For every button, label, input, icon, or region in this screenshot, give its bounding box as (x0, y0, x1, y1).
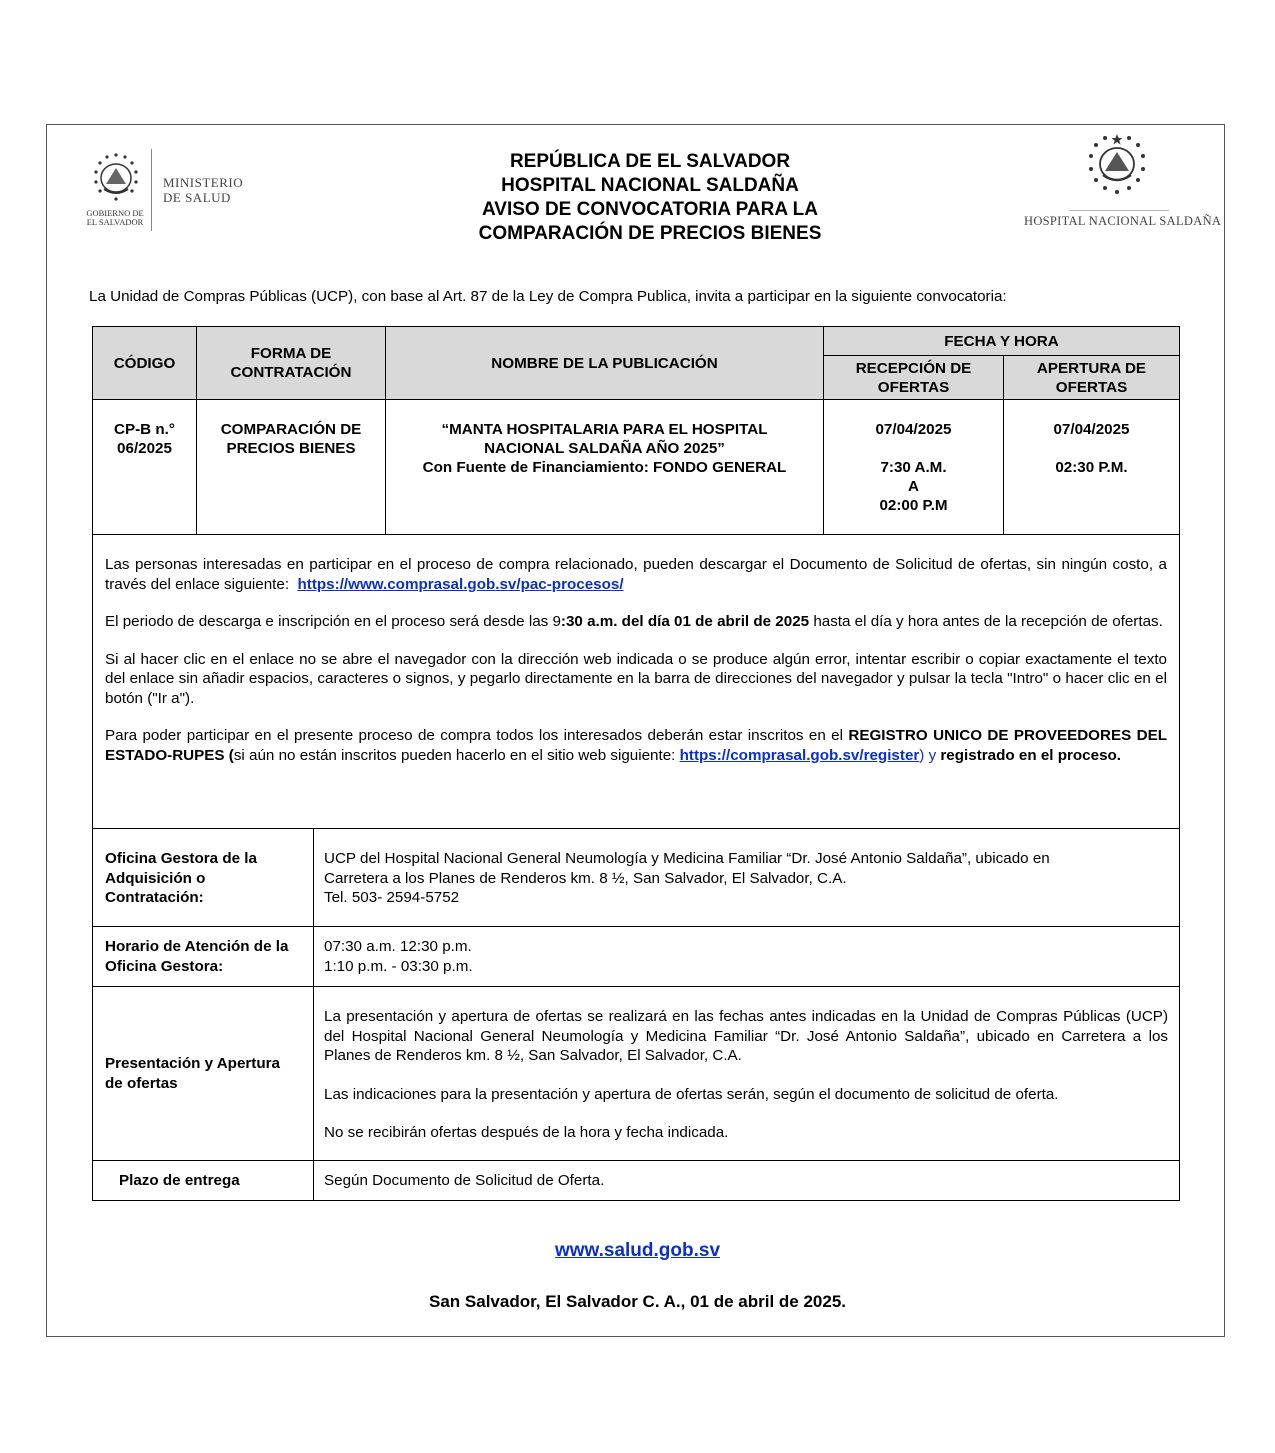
salud-website-link[interactable]: www.salud.gob.sv (554, 1240, 721, 1261)
horario-line1: 07:30 a.m. 12:30 p.m. (324, 938, 472, 955)
info-paragraph-descarga (105, 555, 1167, 594)
detail-row-plazo (93, 1161, 1180, 1201)
coat-of-arms-icon (86, 149, 146, 209)
hospital-coat-of-arms-icon (1082, 132, 1152, 202)
ministerio-label (163, 175, 243, 205)
cell-apertura (1004, 400, 1180, 535)
oficina-label: Oficina Gestora de la Adquisición o Contratación: (93, 829, 314, 927)
cell-codigo (93, 400, 197, 535)
detail-row-oficina (93, 829, 1180, 927)
presentacion-line2: Las indicaciones para la presentación y apertura de ofertas serán, según el documento de solicitud de oferta. (324, 1085, 1059, 1103)
header-recepcion (824, 356, 1004, 400)
rupes-registro: REGISTRO UNICO DE PROVEEDORES DEL ESTADO-RUPES ( (105, 727, 1167, 764)
nombre-line3: Con Fuente de Financiamiento: FONDO GENERAL (422, 459, 787, 476)
apertura-hora: 02:30 P.M. (1055, 459, 1128, 476)
descarga-text: Las personas interesadas en participar en el proceso de compra relacionado, pueden descargar el Documento de Solicitud de ofertas, sin ningún costo, a través del enlace siguiente: (105, 556, 1167, 593)
periodo-text-a: El periodo de descarga e inscripción en el proceso será desde las 9 (105, 613, 561, 630)
convocatoria-table (92, 326, 1180, 535)
hospital-logo-name: HOSPITAL NACIONAL SALDAÑA (1024, 214, 1222, 228)
title-line-2: HOSPITAL NACIONAL SALDAÑA (501, 175, 799, 196)
codigo-line2: 06/2025 (117, 440, 172, 457)
header-forma (197, 327, 386, 400)
header-recepcion-line1: RECEPCIÓN DE (855, 359, 972, 377)
oficina-telefono: Tel. 503- 2594-5752 (324, 889, 460, 906)
plazo-label: Plazo de entrega (93, 1161, 314, 1201)
header-forma-line1: FORMA DE (250, 345, 332, 362)
header-apertura-line2: OFERTAS (1055, 378, 1128, 396)
plazo-value: Según Documento de Solicitud de Oferta. (314, 1161, 1180, 1201)
header-fecha-hora: FECHA Y HORA (824, 327, 1180, 356)
rupes-text-a: Para poder participar en el presente proceso de compra todos los interesados deberán estar inscritos en el (105, 727, 849, 744)
presentacion-label: Presentación y Apertura de ofertas (93, 987, 314, 1161)
header-apertura-line1: APERTURA DE (1036, 359, 1147, 377)
info-paragraph-rupes (105, 726, 1167, 765)
recepcion-fecha: 07/04/2025 (875, 421, 952, 438)
comprasal-procesos-link[interactable]: https://www.comprasal.gob.sv/pac-procesos/ (297, 575, 624, 593)
periodo-text-c: hasta el día y hora antes de la recepción de ofertas. (809, 613, 1163, 630)
periodo-fecha: :30 a.m. del día 01 de abril de 2025 (560, 613, 810, 630)
recepcion-hora-fin: 02:00 P.M (879, 497, 948, 514)
table-row (93, 400, 1180, 535)
info-paragraph-periodo (105, 612, 1167, 632)
recepcion-hora-separador: A (908, 478, 919, 495)
cell-recepcion (824, 400, 1004, 535)
rupes-text-d: ) y (919, 746, 941, 764)
ministerio-line1: MINISTERIO (163, 175, 244, 190)
table-header-row-1 (93, 327, 1180, 356)
ministerio-line2: DE SALUD (163, 190, 231, 205)
detail-row-presentacion (93, 987, 1180, 1161)
horario-value (314, 927, 1180, 987)
details-table (92, 828, 1180, 1201)
title-line-1: REPÚBLICA DE EL SALVADOR (509, 151, 791, 172)
horario-line2: 1:10 p.m. - 03:30 p.m. (324, 957, 473, 975)
apertura-fecha: 07/04/2025 (1053, 421, 1130, 438)
horario-label: Horario de Atención de la Oficina Gestora: (93, 927, 314, 987)
title-line-4: COMPARACIÓN DE PRECIOS BIENES (478, 223, 822, 244)
place-date: San Salvador, El Salvador C. A., 01 de abril de 2025. (429, 1292, 846, 1311)
info-section (92, 535, 1180, 829)
rupes-registrado: registrado en el proceso. (940, 746, 1122, 764)
oficina-line1: UCP del Hospital Nacional General Neumología y Medicina Familiar “Dr. José Antonio Saldaña”, ubicado en (324, 850, 1050, 867)
intro-text: La Unidad de Compras Públicas (UCP), con base al Art. 87 de la Ley de Compra Publica, invita a participar en la siguiente convocatoria: (89, 288, 1007, 305)
page-title (380, 150, 920, 246)
oficina-value (314, 829, 1180, 927)
gobierno-line2: EL SALVADOR (86, 217, 144, 227)
comprasal-register-link[interactable]: https://comprasal.gob.sv/register (679, 746, 920, 764)
detail-row-horario (93, 927, 1180, 987)
presentacion-line1: La presentación y apertura de ofertas se realizará en las fechas antes indicadas en la Unidad de Compras Públicas (UCP) del Hospital Nacional General Neumología y Medicina Familiar “Dr. José Antonio Saldaña”, ubicado en Carretera a los Planes de Renderos km. 8 ½, San Salvador, El Salvador, C.A. (324, 1008, 1168, 1064)
info-paragraph-enlace: Si al hacer clic en el enlace no se abre el navegador con la dirección web indicada o se produce algún error, intentar escribir o copiar exactamente el texto del enlace sin añadir espacios, caracteres o signos, y pegarlo directamente en la barra de direcciones del navegador y pulsar la tecla "Intro" o hacer clic en el botón ("Ir a"). (105, 650, 1167, 707)
forma-line2: PRECIOS BIENES (226, 440, 356, 457)
forma-line1: COMPARACIÓN DE (220, 421, 362, 438)
cell-forma (197, 400, 386, 535)
header-codigo: CÓDIGO (93, 327, 197, 400)
gobierno-line1: GOBIERNO DE (86, 208, 144, 218)
website-footer (0, 1240, 1275, 1262)
presentacion-value (314, 987, 1180, 1161)
nombre-line1: “MANTA HOSPITALARIA PARA EL HOSPITAL (441, 421, 768, 438)
rupes-text-c: si aún no están inscritos pueden hacerlo en el sitio web siguiente: (233, 746, 680, 764)
recepcion-hora-inicio: 7:30 A.M. (880, 459, 947, 476)
header-forma-line2: CONTRATACIÓN (230, 364, 352, 381)
header-nombre: NOMBRE DE LA PUBLICACIÓN (386, 327, 824, 400)
title-line-3: AVISO DE CONVOCATORIA PARA LA (481, 199, 819, 220)
gobierno-label (84, 209, 146, 227)
nombre-line2: NACIONAL SALDAÑA AÑO 2025” (484, 440, 725, 457)
logo-divider (151, 149, 152, 231)
hospital-saldana-logo (1024, 130, 1222, 235)
presentacion-line3: No se recibirán ofertas después de la hora y fecha indicada. (324, 1124, 729, 1141)
cell-nombre (386, 400, 824, 535)
ministerio-salud-logo (84, 147, 264, 237)
codigo-line1: CP-B n.° (114, 421, 175, 438)
logo-rule (1069, 210, 1169, 211)
oficina-line2: Carretera a los Planes de Renderos km. 8 ½, San Salvador, El Salvador, C.A. (324, 869, 847, 887)
header-apertura (1004, 356, 1180, 400)
header-recepcion-line2: OFERTAS (877, 378, 950, 396)
